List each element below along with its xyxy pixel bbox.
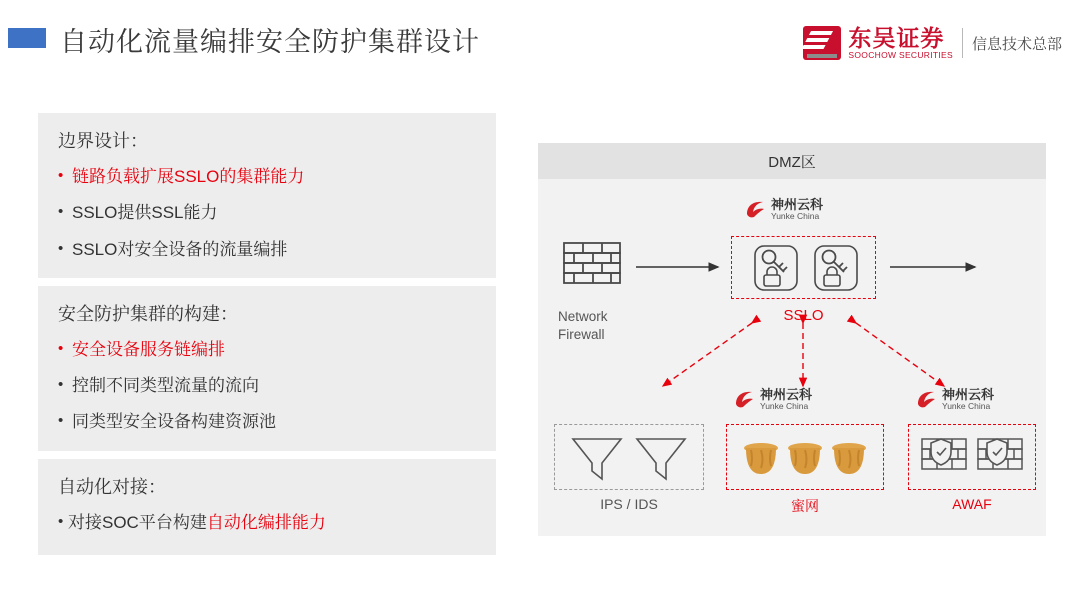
- funnel-icon: [555, 425, 703, 489]
- vendor-name-cn-2: 神州云科: [760, 387, 813, 402]
- soochow-logo-base: [807, 54, 837, 58]
- vendor-name-en-2: Yunke China: [760, 400, 809, 411]
- network-firewall-icon: [563, 241, 621, 285]
- vendor-name-cn: 神州云科: [771, 197, 824, 212]
- list-item: [58, 166, 476, 187]
- list-item-label: 同类型安全设备构建资源池: [72, 412, 276, 432]
- bullet-icon: •: [58, 412, 64, 430]
- brand-text: [848, 26, 953, 60]
- bullet-icon: •: [58, 239, 64, 257]
- yunke-logo-icon-2: [734, 390, 756, 409]
- list-item-label: 安全设备服务链编排: [72, 339, 225, 359]
- bullet-icon: •: [58, 167, 64, 184]
- vendor-name-en-3: Yunke China: [942, 400, 991, 411]
- content-block-automation: [38, 459, 496, 555]
- left-content-panel: [38, 113, 496, 563]
- title-accent-bar: [8, 28, 46, 48]
- vendor-lockup-honeynet: [734, 388, 812, 411]
- honeynet-box: [726, 424, 884, 490]
- awaf-box: [908, 424, 1036, 490]
- list-item-label: SSLO提供SSL能力: [72, 203, 218, 223]
- vendor-lockup-awaf: [916, 388, 994, 411]
- list-item-label: 链路负载扩展SSLO的集群能力: [72, 167, 305, 186]
- list-item: [58, 239, 476, 260]
- vendor-name-3: [942, 388, 994, 411]
- list-item: [58, 512, 476, 533]
- bullet-icon: •: [58, 203, 64, 221]
- brand-divider: [962, 28, 963, 58]
- vendor-name: [771, 198, 823, 221]
- page-title: 自动化流量编排安全防护集群设计: [60, 27, 480, 57]
- content-block-security-cluster: [38, 286, 496, 451]
- list-item-label: SSLO对安全设备的流量编排: [72, 239, 288, 259]
- brand-name-en: SOOCHOW SECURITIES: [848, 49, 953, 60]
- list-item: [58, 339, 476, 360]
- soochow-logo-icon: [803, 26, 841, 60]
- brand-name-cn: 东吴证券: [848, 24, 945, 51]
- key-lock-icon: [753, 244, 793, 286]
- list-item-label-prefix: 对接SOC平台构建: [68, 512, 207, 532]
- dmz-zone-label: DMZ区: [768, 153, 816, 171]
- page-header: [0, 0, 1080, 86]
- bullet-icon: •: [58, 339, 64, 357]
- honeynet-label: 蜜网: [791, 498, 819, 514]
- key-lock-icon-2: [813, 244, 853, 286]
- yunke-logo-icon-3: [916, 390, 938, 409]
- bullet-icon: •: [58, 512, 64, 530]
- vendor-name-en: Yunke China: [771, 210, 820, 221]
- list-item-label-highlight: 自动化编排能力: [206, 512, 326, 532]
- list-item: [58, 202, 476, 223]
- vendor-lockup-sslo: [745, 198, 823, 221]
- content-block-boundary-design: [38, 113, 496, 278]
- list-item-label: 控制不同类型流量的流向: [72, 376, 259, 395]
- department-label: 信息技术总部: [971, 35, 1062, 53]
- ips-ids-box: [554, 424, 704, 490]
- firewall-label-line2: Firewall: [558, 327, 605, 343]
- sslo-label: SSLO: [783, 307, 824, 324]
- architecture-diagram: [538, 143, 1046, 536]
- firewall-label: [558, 308, 648, 344]
- list-item: [58, 411, 476, 432]
- list-item-label: [68, 512, 326, 533]
- block-heading: 安全防护集群的构建：: [58, 303, 238, 324]
- awaf-label: AWAF: [952, 496, 992, 512]
- shield-brick-icon: [909, 425, 1035, 489]
- honeypot-icon: [727, 425, 883, 489]
- ips-ids-label: IPS / IDS: [600, 496, 658, 512]
- block-heading: 边界设计：: [58, 131, 148, 151]
- dmz-zone-header: [538, 143, 1046, 179]
- firewall-label-line1: Network: [558, 309, 608, 324]
- brand-lockup: [803, 22, 1062, 64]
- yunke-logo-icon: [745, 200, 767, 219]
- list-item: [58, 375, 476, 396]
- vendor-name-2: [760, 388, 812, 411]
- vendor-name-cn-3: 神州云科: [942, 387, 995, 402]
- block-heading: 自动化对接：: [58, 476, 166, 497]
- bullet-icon: •: [58, 376, 64, 393]
